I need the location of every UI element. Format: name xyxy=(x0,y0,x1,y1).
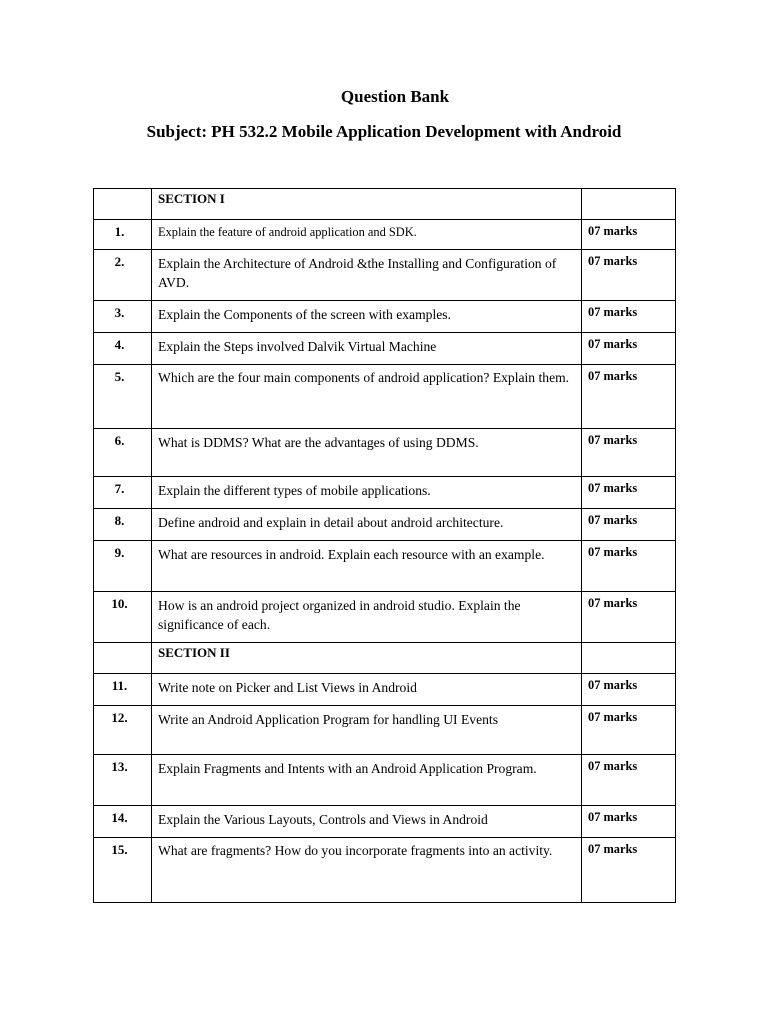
question-number: 15. xyxy=(94,838,152,903)
question-number: 1. xyxy=(94,220,152,250)
question-row xyxy=(94,333,676,365)
question-text: Explain the feature of android application and SDK. xyxy=(152,220,582,250)
question-marks: 07 marks xyxy=(582,333,676,365)
question-marks: 07 marks xyxy=(582,477,676,509)
section-title: SECTION II xyxy=(152,643,582,674)
question-text: Explain the Steps involved Dalvik Virtual Machine xyxy=(152,333,582,365)
section-title: SECTION I xyxy=(152,189,582,220)
question-marks: 07 marks xyxy=(582,250,676,301)
question-row xyxy=(94,838,676,903)
question-text: Explain the Architecture of Android &the Installing and Configuration of AVD. xyxy=(152,250,582,301)
question-text: What is DDMS? What are the advantages of using DDMS. xyxy=(152,429,582,477)
question-row xyxy=(94,706,676,755)
question-marks: 07 marks xyxy=(582,509,676,541)
question-text: Define android and explain in detail about android architecture. xyxy=(152,509,582,541)
question-marks: 07 marks xyxy=(582,838,676,903)
question-marks: 07 marks xyxy=(582,592,676,643)
question-marks: 07 marks xyxy=(582,301,676,333)
question-number: 7. xyxy=(94,477,152,509)
question-marks: 07 marks xyxy=(582,755,676,806)
question-number: 4. xyxy=(94,333,152,365)
subject-heading: Subject: PH 532.2 Mobile Application Development with Android xyxy=(146,122,622,141)
question-marks: 07 marks xyxy=(582,429,676,477)
question-text: Write an Android Application Program for handling UI Events xyxy=(152,706,582,755)
question-row xyxy=(94,477,676,509)
question-number: 3. xyxy=(94,301,152,333)
question-row xyxy=(94,220,676,250)
question-marks: 07 marks xyxy=(582,220,676,250)
question-text: Explain Fragments and Intents with an Android Application Program. xyxy=(152,755,582,806)
section-num-cell xyxy=(94,643,152,674)
section-marks-cell xyxy=(582,189,676,220)
question-row xyxy=(94,301,676,333)
section-marks-cell xyxy=(582,643,676,674)
question-text: Which are the four main components of android application? Explain them. xyxy=(152,365,582,429)
question-row xyxy=(94,592,676,643)
question-marks: 07 marks xyxy=(582,365,676,429)
question-number: 2. xyxy=(94,250,152,301)
page-title: Question Bank xyxy=(340,87,450,106)
question-row xyxy=(94,429,676,477)
section-num-cell xyxy=(94,189,152,220)
question-marks: 07 marks xyxy=(582,806,676,838)
question-number: 6. xyxy=(94,429,152,477)
question-number: 9. xyxy=(94,541,152,592)
question-text: Explain the Components of the screen with examples. xyxy=(152,301,582,333)
question-number: 14. xyxy=(94,806,152,838)
question-text: How is an android project organized in android studio. Explain the significance of each. xyxy=(152,592,582,643)
question-number: 10. xyxy=(94,592,152,643)
question-row xyxy=(94,806,676,838)
question-text: What are resources in android. Explain each resource with an example. xyxy=(152,541,582,592)
question-number: 11. xyxy=(94,674,152,706)
section-header-row xyxy=(94,189,676,220)
question-marks: 07 marks xyxy=(582,706,676,755)
question-row xyxy=(94,541,676,592)
question-row xyxy=(94,674,676,706)
question-number: 5. xyxy=(94,365,152,429)
question-number: 12. xyxy=(94,706,152,755)
question-number: 13. xyxy=(94,755,152,806)
section-header-row xyxy=(94,643,676,674)
question-text: Explain the different types of mobile applications. xyxy=(152,477,582,509)
question-row xyxy=(94,365,676,429)
question-number: 8. xyxy=(94,509,152,541)
question-marks: 07 marks xyxy=(582,674,676,706)
question-table xyxy=(93,188,676,903)
question-text: What are fragments? How do you incorporate fragments into an activity. xyxy=(152,838,582,903)
question-row xyxy=(94,509,676,541)
question-text: Explain the Various Layouts, Controls and Views in Android xyxy=(152,806,582,838)
question-text: Write note on Picker and List Views in Android xyxy=(152,674,582,706)
question-row xyxy=(94,755,676,806)
question-marks: 07 marks xyxy=(582,541,676,592)
question-row xyxy=(94,250,676,301)
